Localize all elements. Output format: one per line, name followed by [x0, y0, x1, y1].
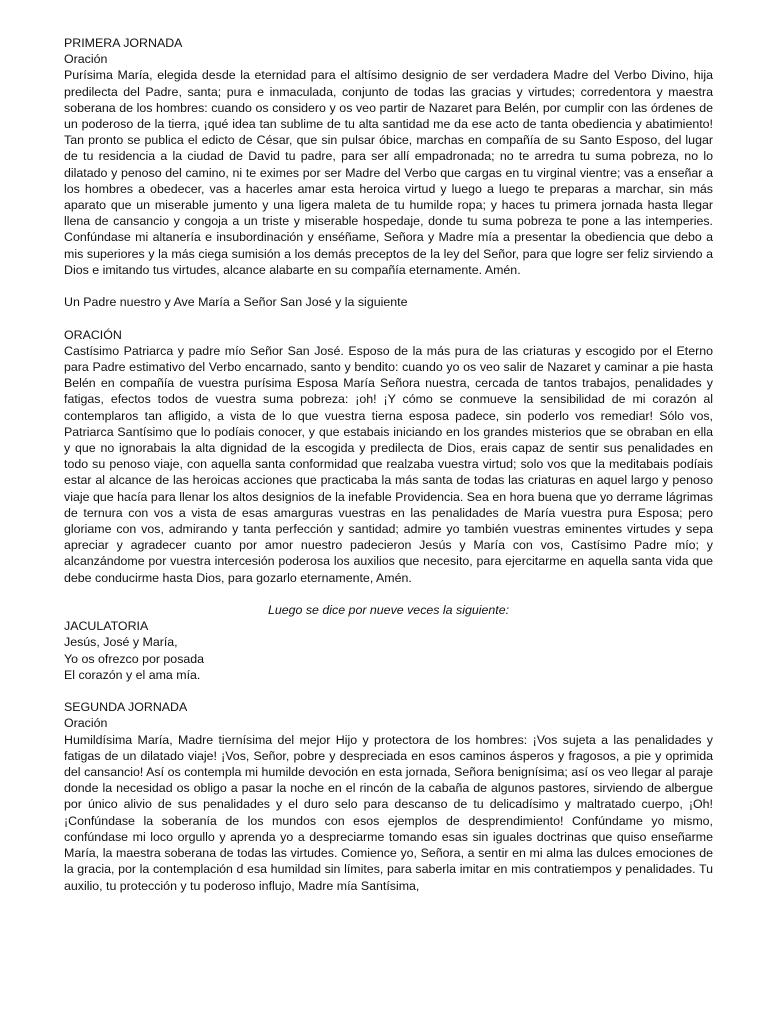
padre-nuestro-line: Un Padre nuestro y Ave María a Señor San José y la siguiente	[64, 295, 408, 310]
jaculatoria-line: Yo os ofrezco por posada	[64, 651, 205, 666]
oracion-jose-title: ORACIÓN	[64, 327, 122, 342]
primera-oracion-text: Purísima María, elegida desde la eternidad para el altísimo designio de ser verdadera Madre del Verbo Divino, hija predilecta del Padre, santa; pura e inmaculada, conjunto de todas las gracias y virtudes; corredentora y maestra soberana de los hombres: cuando os considero y os veo partir de Nazaret para Belén, por cumplir con las órdenes de un poderoso de la tierra, ¡qué idea tan sublime de tu alta santidad me da ese acto de tanta obediencia y abatimiento! Tan pronto se publica el edicto de César, que sin pulsar óbice, marchas en compañía de su Santo Esposo, del lugar de tu residencia a la ciudad de David tu padre, para ser allí empadronada; no te arredra tu suma pobreza, no lo dilatado y penoso del camino, ni te eximes por ser Madre del Verbo que cargas en tu virginal vientre; vas a enseñar a los hombres a obedecer, vas a hacerles amar esta heroica virtud y luego a luego te preparas a marchar, sin más aparato que un miserable jumento y una ligera maleta de tu humilde ropa; y haces tu primera jornada hasta llegar llena de cansancio y congoja a un triste y miserable hospedaje, donde tu suma pobreza te pone a las intemperies. Confúndase mi altanería e insubordinación y enséñame, Señora y Madre mía a presentar la obediencia que debo a mis superiores y la más ciega sumisión a los demás preceptos de la ley del Señor, para que logre ser feliz sirviendo a Dios e imitando tus virtudes, alcance alabarte en su compañía eternamente. Amén.	[64, 68, 713, 277]
oracion-jose-text: Castísimo Patriarca y padre mío Señor San José. Esposo de la más pura de las criaturas y escogido por el Eterno para Padre estimativo del Verbo encarnado, santo y bendito: cuando yo os veo salir de Nazaret y caminar a pie hasta Belén en compañía de vuestra purísima Esposa María Señora nuestra, cercada de tantos trabajos, penalidades y fatigas, efectos todos de vuestra suma pobreza: ¡oh! ¡Y cómo se conmueve la sensibilidad de mi corazón al contemplaros tan afligido, a vista de lo que vuestra tierna esposa padece, sin poderlo vos remediar! Sólo vos, Patriarca Santísimo que lo podíais conocer, y que estabais iniciando en los grandes misterios que se obraban en ella y que no ignorabais la alta dignidad de la escogida y predilecta de Dios, erais capaz de sentir sus penalidades en todo su penoso viaje, con aquella santa conformidad que realzaba vuestra virtud; solo vos que la meditabais podíais estar al alcance de las heroicas acciones que practicaba la más santa de todas las criaturas en aquel largo y penoso viaje que hacía para llenar los altos designios de la inefable Providencia. Sea en hora buena que yo derrame lágrimas de ternura con vos a vista de esas amarguras vuestras en las penalidades de María vuestra pura Esposa; pero gloriame con vos, admirando y tanta perfección y santidad; admire yo también vuestras eminentes virtudes y sepa apreciar y agradecer cuanto por amor nuestro padecieron Jesús y María con vos, Castísimo Padre mío; y alcanzándome por vuestra intercesión poderosa los auxilios que necesito, para ejercitarme en aquella santa vida que debe conducirme hasta Dios, para gozarlo eternamente, Amén.	[64, 343, 713, 585]
spacer	[64, 310, 713, 326]
jaculatoria-line: Jesús, José y María,	[64, 635, 178, 650]
spacer	[64, 586, 713, 602]
luego-instruction: Luego se dice por nueve veces la siguiente:	[267, 603, 510, 618]
primera-jornada-title: PRIMERA JORNADA	[64, 36, 183, 50]
segunda-jornada-title: SEGUNDA JORNADA	[64, 700, 188, 715]
jaculatoria-title: JACULATORIA	[64, 619, 149, 634]
primera-oracion-subtitle: Oración	[64, 52, 108, 67]
segunda-oracion-text: Humildísima María, Madre tiernísima del mejor Hijo y protectora de los hombres: ¡Vos sujeta a las penalidades y fatigas de un dilatado viaje! ¡Vos, Señor, pobre y despreciada en esos caminos ásperos y fragosos, a pie y oprimida del cansancio! Así os contempla mi humilde devoción en esta jornada, Señora benignísima; así os veo llegar al paraje donde la necesidad os obligo a pasar la noche en el rincón de la cabaña de algunos pastores, sirviendo de albergue por único alivio de sus penalidades y el duro selo para descanso de tu delicadísimo y maltratado cuerpo, ¡Oh! ¡Confúndase la soberanía de los mundos con esos ejemplos de desprendimiento! Confúndame yo mismo, confúndase mi loco orgullo y aprenda yo a despreciarme tomando esas sin iguales doctrinas que quiso enseñarme María, la maestra soberana de todas las virtudes. Comience yo, Señora, a sentir en mi alma las dulces emociones de la gracia, por la contemplación d esa humildad sin límites, para saberla imitar en mis contratiempos y penalidades. Tu auxilio, tu protección y tu poderoso influjo, Madre mía Santísima,	[64, 732, 713, 893]
segunda-oracion-subtitle: Oración	[64, 716, 108, 731]
jaculatoria-line: El corazón y el ama mía.	[64, 667, 201, 682]
spacer	[64, 683, 713, 699]
spacer	[64, 278, 713, 294]
